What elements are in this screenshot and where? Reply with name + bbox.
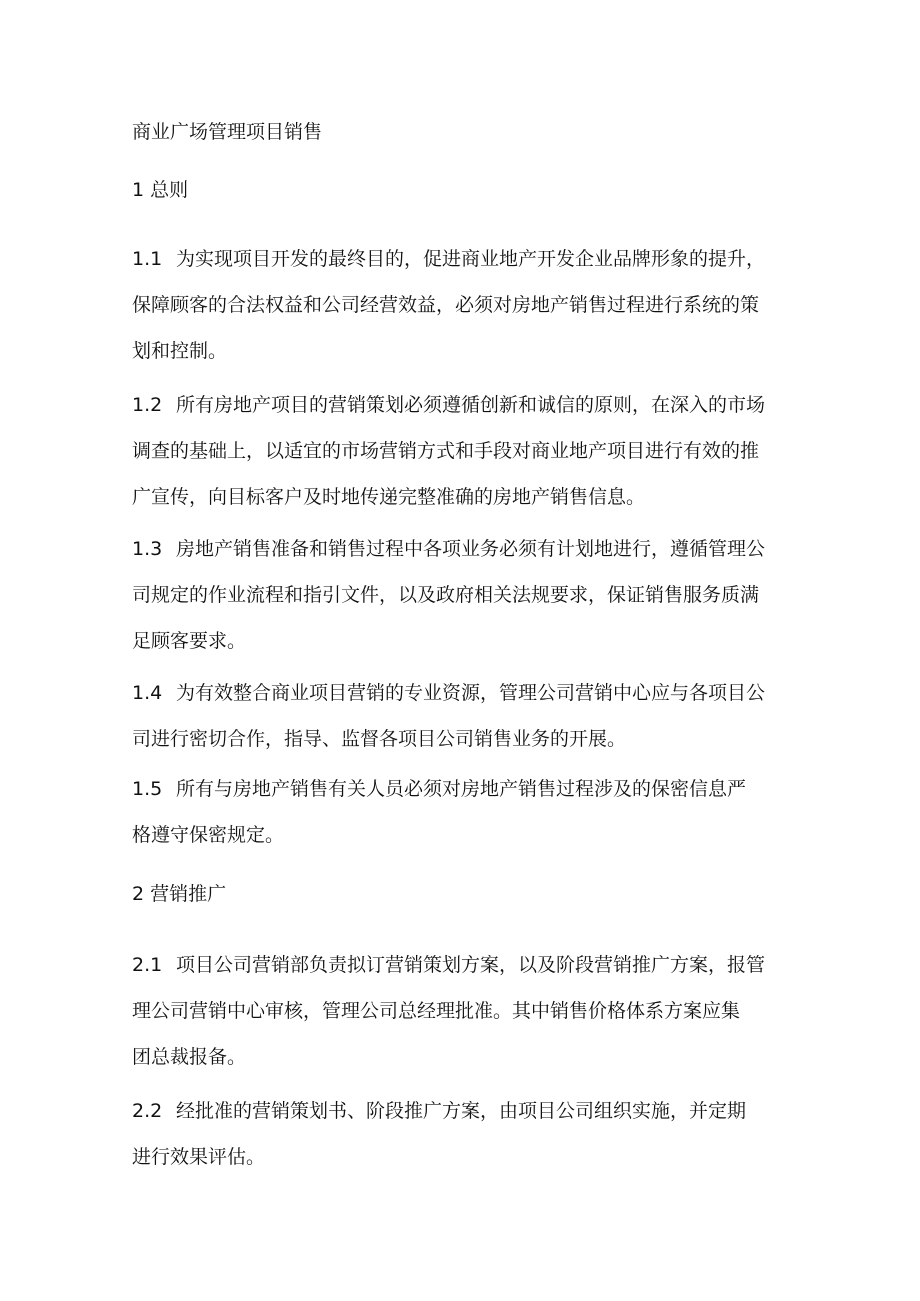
- clause-1-2: [132, 382, 812, 520]
- clause-number: 2.1: [132, 954, 163, 976]
- clause-line: 理公司营销中心审核，管理公司总经理批准。其中销售价格体系方案应集: [132, 1000, 741, 1022]
- clause-line: 团总裁报备。: [132, 1046, 247, 1068]
- clause-line: [132, 766, 812, 812]
- clause-line: 进行效果评估。: [132, 1146, 266, 1168]
- clause-number: 1.3: [132, 538, 163, 560]
- section-heading-marketing: 2 营销推广: [132, 883, 227, 905]
- clause-text: 经批准的营销策划书、阶段推广方案，由项目公司组织实施，并定期: [176, 1100, 747, 1122]
- clause-line: [132, 236, 812, 282]
- clause-number: 1.5: [132, 778, 163, 800]
- clause-text: 为有效整合商业项目营销的专业资源，管理公司营销中心应与各项目公: [176, 682, 766, 704]
- clause-2-2: [132, 1088, 812, 1180]
- clause-text: 所有与房地产销售有关人员必须对房地产销售过程涉及的保密信息严: [176, 778, 747, 800]
- clause-line: [132, 942, 812, 988]
- clause-2-1: [132, 942, 812, 1080]
- clause-line: 足顾客要求。: [132, 630, 247, 652]
- clause-number: 1.4: [132, 682, 163, 704]
- clause-text: 为实现项目开发的最终目的，促进商业地产开发企业品牌形象的提升，: [176, 248, 766, 270]
- document-title: 商业广场管理项目销售: [132, 121, 323, 143]
- clause-line: 划和控制。: [132, 340, 228, 362]
- clause-line: 司进行密切合作，指导、监督各项目公司销售业务的开展。: [132, 728, 627, 750]
- clause-number: 1.2: [132, 394, 163, 416]
- clause-line: 调查的基础上，以适宜的市场营销方式和手段对商业地产项目进行有效的推: [132, 440, 760, 462]
- clause-text: 所有房地产项目的营销策划必须遵循创新和诚信的原则，在深入的市场: [176, 394, 766, 416]
- clause-text: 项目公司营销部负责拟订营销策划方案，以及阶段营销推广方案，报管: [176, 954, 766, 976]
- clause-1-4: [132, 670, 812, 762]
- clause-text: 房地产销售准备和销售过程中各项业务必须有计划地进行，遵循管理公: [176, 538, 766, 560]
- clause-line: 广宣传，向目标客户及时地传递完整准确的房地产销售信息。: [132, 486, 646, 508]
- clause-number: 1.1: [132, 248, 163, 270]
- clause-line: [132, 1088, 812, 1134]
- section-heading-general: 1 总则: [132, 179, 189, 201]
- clause-line: [132, 526, 812, 572]
- clause-1-3: [132, 526, 812, 664]
- clause-line: 司规定的作业流程和指引文件，以及政府相关法规要求，保证销售服务质满: [132, 584, 760, 606]
- clause-1-5: [132, 766, 812, 858]
- clause-1-1: [132, 236, 812, 374]
- clause-line: [132, 670, 812, 716]
- clause-number: 2.2: [132, 1100, 163, 1122]
- clause-line: [132, 382, 812, 428]
- clause-line: 保障顾客的合法权益和公司经营效益，必须对房地产销售过程进行系统的策: [132, 294, 760, 316]
- clause-line: 格遵守保密规定。: [132, 824, 285, 846]
